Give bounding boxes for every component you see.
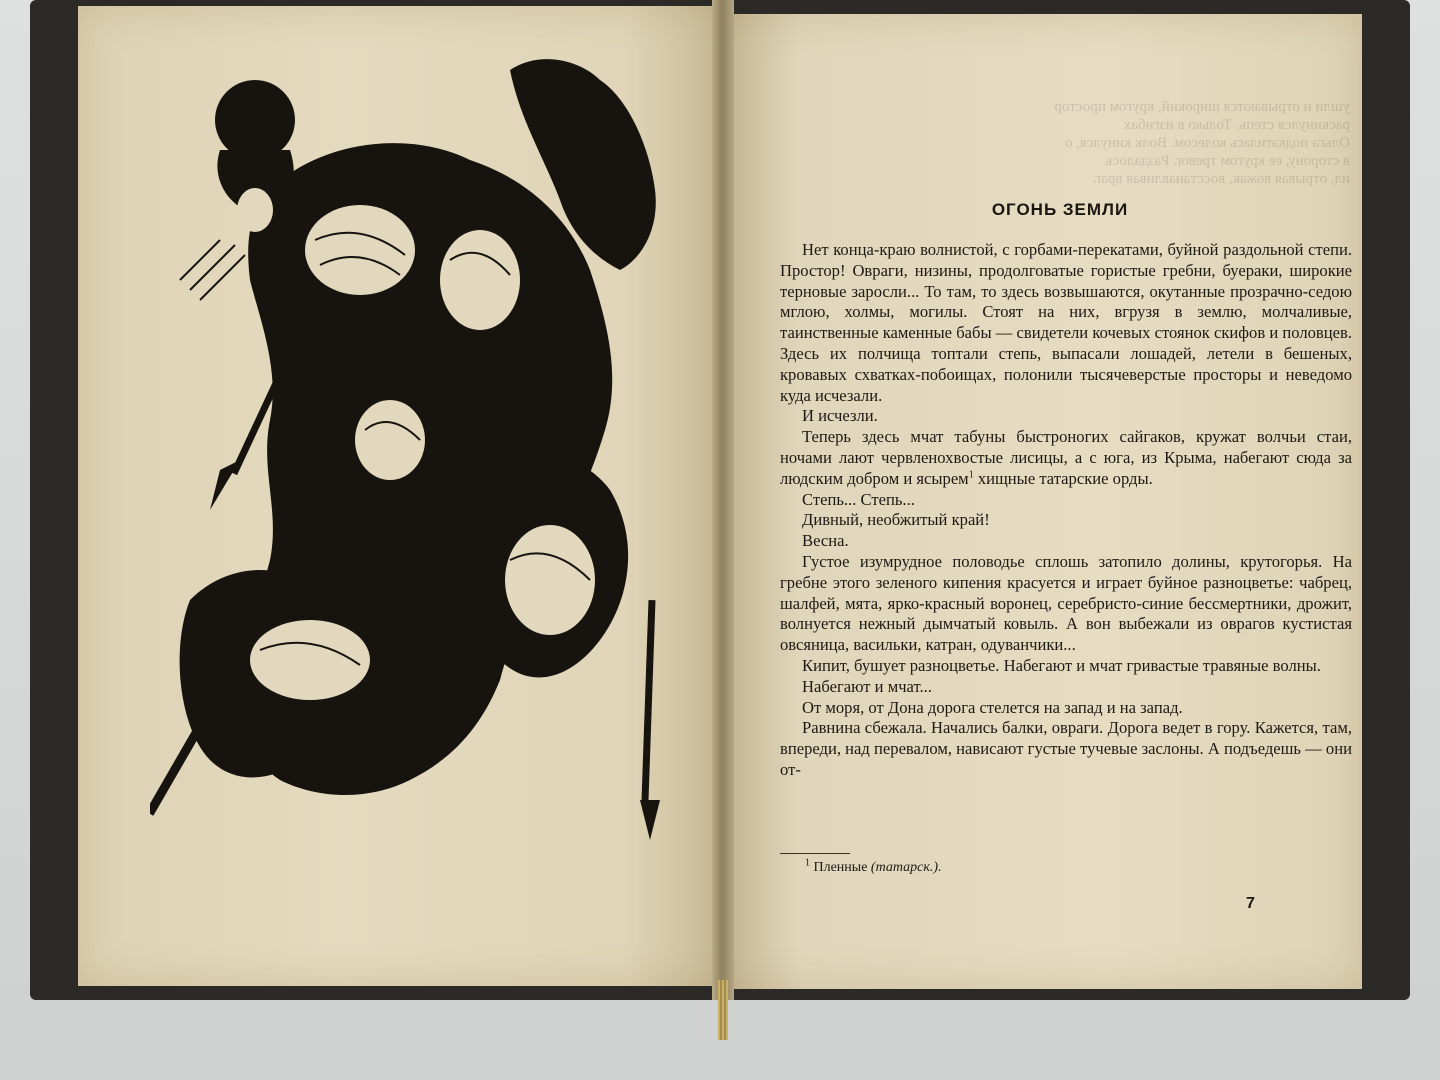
paragraph: Дивный, необжитый край! [802, 510, 990, 530]
paragraph: От моря, от Дона дорога стелется на запад и на запад. [802, 697, 1183, 717]
body-text [780, 240, 1352, 781]
paragraph: Теперь здесь мчат табуны быстроногих сайгаков, кружат волчьи стаи, ночами лают червленохвостые лисицы, а с юга, из Крыма, набегают сюда за людским добром и ясырем$^1$ хищные татарские орды. [780, 427, 1352, 488]
page-number: 7 [1246, 895, 1255, 912]
paragraph: Весна. [802, 531, 849, 551]
paragraph: И исчезли. [802, 406, 878, 426]
paragraph: Нет конца-краю волнистой, с горбами-перекатами, буйной раздольной степи. Простор! Овраги, низины, продолговатые гористые гребни, буераки, широкие терновые заросли... То там, то здесь возвышаются, окутанные прозрачно-седою мглою, холмы, могилы. Стоят на них, вгрузя в землю, молчаливые, таинственные каменные бабы — свидетели кочевых стоянок скифов и половцев. Здесь их полчища топтали степь, выпасали лошадей, летели в бешеных, кровавых схватках-побоищах, полонили тысячеверстые просторы и неведомо куда исчезали. [780, 240, 1352, 405]
paragraph: Кипит, бушует разноцветье. Набегают и мчат гривастые травяные волны. [802, 655, 1321, 675]
footnote-marker: 1 [968, 469, 974, 481]
binding-threads [718, 980, 728, 1040]
paragraph: Равнина сбежала. Начались балки, овраги. Дорога ведет в гору. Кажется, там, впереди, над перевалом, нависают густые тучевые заслоны. А подъедешь — они от- [780, 718, 1352, 779]
chapter-title: ОГОНЬ ЗЕМЛИ [991, 200, 1129, 219]
show-through-text: ушли и отрываются широкий, кругом простор раскинулся степь. Только в изгибах Ольга подкатилась колесом. Волк кинулся, о в сторону, ее кругом тревог. Раздалось ил, отрывая вожак, восстанавливая враг. [1054, 99, 1350, 187]
paragraph: Густое изумрудное половодье сплошь затопило долины, крутогорья. На гребне этого зеленого кипения красуется и играет буйное разноцветье: чабрец, шалфей, мята, ярко-красный воронец, серебристо-синие бессмертники, дрожит, волнуется нежный дымчатый ковыль. А вон выбежали из оврагов кустистая овсяница, васильки, катран, одуванчики... [780, 551, 1352, 655]
paragraph: Степь... Степь... [802, 489, 915, 509]
book-gutter [712, 0, 734, 1000]
paragraph: Набегают и мчат... [802, 676, 932, 696]
woodcut-illustration [150, 40, 690, 840]
footnote: $^1$ Пленные (татарск.). [805, 857, 942, 875]
footnote-rule [780, 853, 850, 854]
